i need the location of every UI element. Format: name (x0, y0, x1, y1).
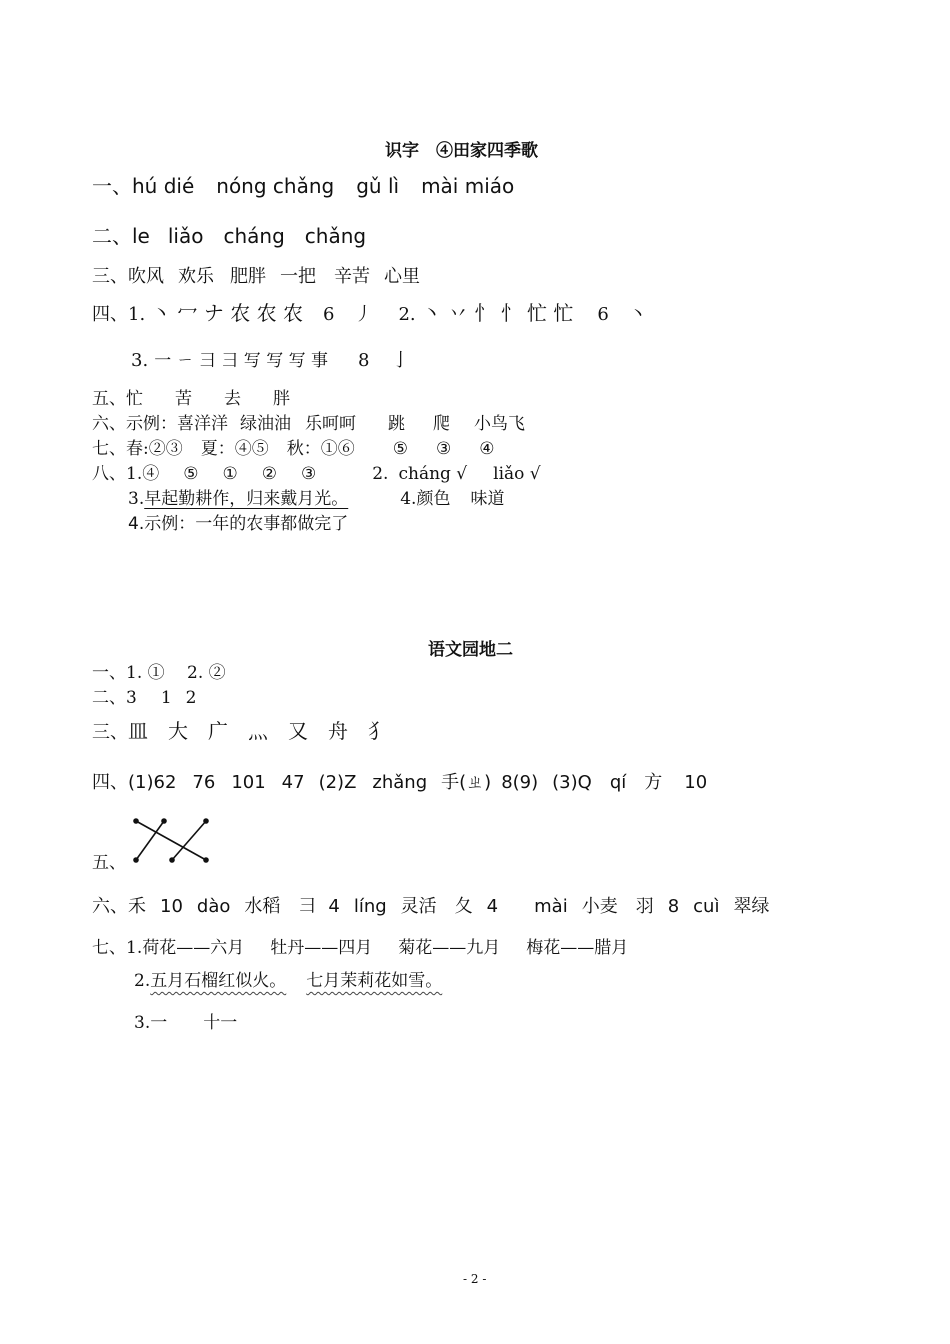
s1-q2-item: cháng (223, 224, 285, 248)
s1-q2-item: liǎo (167, 224, 204, 248)
s2-q7-p2-item: 七月茉莉花如雪。 (306, 971, 443, 991)
s1-q7-spring: 春:②③ (126, 439, 183, 459)
s2-q6-item: 羽 (635, 896, 654, 917)
s2-q6-item: cuì (693, 896, 720, 917)
match-dot (162, 819, 166, 823)
s1-q6-item: 小鸟飞 (474, 414, 525, 434)
s2-q6-item: líng (353, 896, 387, 917)
s1-q3-row (92, 262, 420, 288)
s2-q4-item: (1)62 (128, 772, 177, 793)
s2-q7-p2-label: 2. (134, 971, 151, 991)
s1-q4-part2-count: 6 (597, 304, 609, 325)
s2-q7-p1-item: 牡丹——四月 (270, 938, 373, 958)
s1-q5-num: 五、 (92, 389, 126, 409)
s2-q3-num: 三、 (92, 722, 128, 743)
s2-q6-item: 灵活 (400, 896, 437, 917)
s1-q5-row (92, 384, 290, 409)
s2-q4-item: 47 (281, 772, 305, 793)
s2-q7-p3-item: 一 (150, 1013, 168, 1033)
s1-q8-p1-label: 1.④ (126, 464, 160, 484)
matching-line (172, 821, 206, 860)
s2-q6-item: 4 (486, 896, 499, 917)
s1-q6-item: 跳 (388, 414, 405, 434)
s2-q4-item: 8(9) (501, 772, 539, 793)
s1-q7-rest: ⑤ (392, 439, 408, 459)
s2-q6-item: dào (196, 896, 231, 917)
s1-q1-item: gǔ lì (356, 174, 400, 198)
s1-q7-summer: 夏：④⑤ (200, 439, 269, 459)
match-dot (134, 858, 138, 862)
s1-q5-item: 忙 (126, 389, 143, 409)
s1-q8-row3 (128, 509, 348, 534)
match-dot (134, 819, 138, 823)
s1-q7-row (92, 434, 494, 459)
s1-q8-p2-item: liǎo √ (493, 464, 541, 484)
s1-q4-part2-strokes: 丶 丷 忄 忄 忙 忙 (421, 301, 574, 325)
s1-q6-num: 六、 (92, 414, 126, 434)
s1-q6-prefix: 示例： (126, 414, 177, 434)
s2-q6-item: 4 (328, 896, 340, 917)
s2-q4-item: zhǎng (372, 772, 428, 793)
s1-q4-part3-stroke: 亅 (391, 350, 410, 371)
s1-q8-p1-item: ⑤ (183, 464, 199, 484)
s1-q5-item: 胖 (273, 389, 290, 409)
matching-line (136, 821, 206, 860)
s1-q7-rest: ④ (479, 439, 495, 459)
s2-q2-item: 2 (185, 688, 197, 708)
s1-q8-p3-text: 早起勤耕作，归来戴月光。 (144, 489, 349, 509)
s1-q6-item: 爬 (433, 414, 450, 434)
s1-q2-item: chǎng (304, 224, 367, 248)
s2-q6-item: 水稻 (244, 896, 281, 917)
s2-q7-p3-item: 十一 (203, 1013, 238, 1033)
match-dot (170, 858, 174, 862)
s1-q8-row2 (128, 484, 504, 509)
s1-q4-part1-label: 1. (128, 304, 146, 325)
matching-lines-diagram (128, 816, 214, 866)
s1-q8-p2-item: cháng √ (398, 464, 468, 484)
s1-q7-rest: ③ (435, 439, 452, 459)
s2-q6-item: 夂 (454, 896, 473, 917)
s1-q4-part3-count: 8 (358, 350, 370, 371)
s2-q6-item: 翠绿 (733, 896, 770, 917)
section1-title: 识字 ④田家四季歌 (385, 141, 538, 161)
s2-q4-num: 四、 (92, 772, 128, 793)
s1-q1-item: mài miáo (421, 174, 515, 198)
s1-q1-row (92, 170, 514, 199)
s2-q3-item: 舟 (328, 719, 348, 743)
s2-q3-item: 大 (168, 719, 188, 743)
s2-q7-row1 (92, 933, 628, 958)
s2-q7-num: 七、 (92, 938, 126, 958)
s1-q4-part1-count: 6 (322, 304, 335, 325)
s2-q4-item: 10 (684, 772, 708, 793)
s1-q8-p1-item: ① (222, 464, 238, 484)
s1-q3-item: 一把 (280, 266, 316, 287)
s1-q8-num: 八、 (92, 464, 126, 484)
s2-q6-num: 六、 (92, 896, 128, 917)
s1-q8-p4-label: 4.颜色 (400, 489, 451, 509)
s1-q8-p5: 4.示例：一年的农事都做完了 (128, 514, 349, 534)
s2-q5-num: 五、 (92, 853, 126, 873)
s2-q6-item: 禾 (128, 896, 146, 917)
s1-q8-row1 (92, 459, 541, 484)
s2-q2-row (92, 683, 196, 708)
s1-q3-item: 辛苦 (334, 266, 370, 287)
s1-q3-item: 肥胖 (230, 266, 266, 287)
s1-q6-item: 喜洋洋 (177, 414, 228, 434)
s1-q2-num: 二、 (92, 224, 132, 248)
s1-q7-num: 七、 (92, 439, 126, 459)
s2-q3-item: 犭 (368, 719, 388, 743)
s1-q8-p1-item: ③ (300, 464, 317, 484)
s2-q6-row (92, 892, 769, 918)
s2-q7-p2-item: 五月石榴红似火。 (150, 971, 287, 991)
page-number: - 2 - (463, 1272, 487, 1286)
s2-q7-row3 (134, 1008, 237, 1033)
s2-q7-p1-item: 荷花——六月 (142, 938, 245, 958)
s2-q7-p1-item: 梅花——腊月 (526, 938, 629, 958)
s2-q6-item: 10 (160, 896, 183, 917)
s2-q4-item: (2)Z (318, 772, 357, 793)
s1-q8-p1-item: ② (261, 464, 277, 484)
s1-q4-part3-strokes: 一 ㄧ 彐 彐 写 写 写 事 (154, 351, 329, 371)
s1-q8-p4-item: 味道 (470, 489, 505, 509)
s1-q2-row (92, 220, 366, 249)
s1-q4-row1 (92, 297, 647, 326)
s2-q3-item: 又 (288, 719, 308, 743)
s1-q4-num: 四、 (92, 304, 128, 325)
s2-q1-num: 一、 (92, 663, 126, 683)
s2-q7-row2 (134, 966, 442, 991)
s2-q7-p1-label: 1. (126, 938, 143, 958)
s1-q3-item: 欢乐 (178, 266, 214, 287)
section2-title: 语文园地二 (428, 640, 513, 660)
s1-q2-item: le (132, 224, 150, 248)
s1-q4-row2 (131, 346, 409, 372)
s2-q4-row (92, 768, 707, 794)
s2-q4-item: 手(ㄓ) (441, 772, 492, 793)
s1-q6-item: 绿油油 (240, 414, 291, 434)
s1-q4-part1-stroke: 丿 (354, 304, 373, 325)
s2-q6-item: 小麦 (581, 896, 618, 917)
s1-q3-item: 心里 (384, 266, 420, 287)
s2-q4-item: 76 (192, 772, 216, 793)
s1-q1-item: hú dié (132, 174, 195, 198)
match-dot (204, 858, 208, 862)
s2-q3-item: 皿 (128, 719, 148, 743)
s2-q4-item: qí (609, 772, 627, 793)
s1-q1-num: 一、 (92, 174, 132, 198)
s2-q6-item: 彐 (298, 896, 317, 917)
s2-q7-p1-item: 菊花——九月 (398, 938, 501, 958)
s1-q3-item: 吹风 (128, 266, 164, 287)
s2-q2-item: 1 (160, 688, 172, 708)
matching-line (136, 821, 164, 860)
s2-q4-item: 方 (644, 772, 663, 793)
s2-q3-item: 广 (208, 719, 228, 743)
s2-q1-row (92, 658, 226, 683)
s2-q3-item: 灬 (248, 719, 268, 743)
s2-q7-p3-label: 3. (134, 1013, 151, 1033)
s1-q4-part3-label: 3. (131, 350, 149, 371)
s2-q6-item: 8 (667, 896, 680, 917)
s1-q4-part2-stroke: 丶 (628, 304, 647, 325)
s1-q8-p2-label: 2. (372, 464, 389, 484)
s2-q1-text: 1. ① 2. ② (126, 663, 226, 683)
s1-q6-row (92, 409, 525, 434)
s2-q3-row (92, 715, 388, 744)
s2-q4-item: (3)Q (552, 772, 592, 793)
s1-q7-autumn: 秋：①⑥ (286, 439, 355, 459)
s1-q4-part1-strokes: 丶 冖 ナ 农 农 农 (151, 301, 303, 325)
s1-q5-item: 苦 (175, 389, 192, 409)
s1-q3-num: 三、 (92, 266, 128, 287)
s1-q4-part2-label: 2. (398, 304, 416, 325)
s2-q2-num: 二、 (92, 688, 126, 708)
s2-q4-item: 101 (231, 772, 266, 793)
s2-q2-item: 3 (126, 688, 137, 708)
match-dot (204, 819, 208, 823)
s1-q5-item: 去 (224, 389, 241, 409)
s2-q6-item: mài (534, 896, 568, 917)
s1-q6-item: 乐呵呵 (305, 414, 356, 434)
s1-q8-p3-label: 3. (128, 489, 145, 509)
s1-q1-item: nóng chǎng (216, 174, 335, 198)
